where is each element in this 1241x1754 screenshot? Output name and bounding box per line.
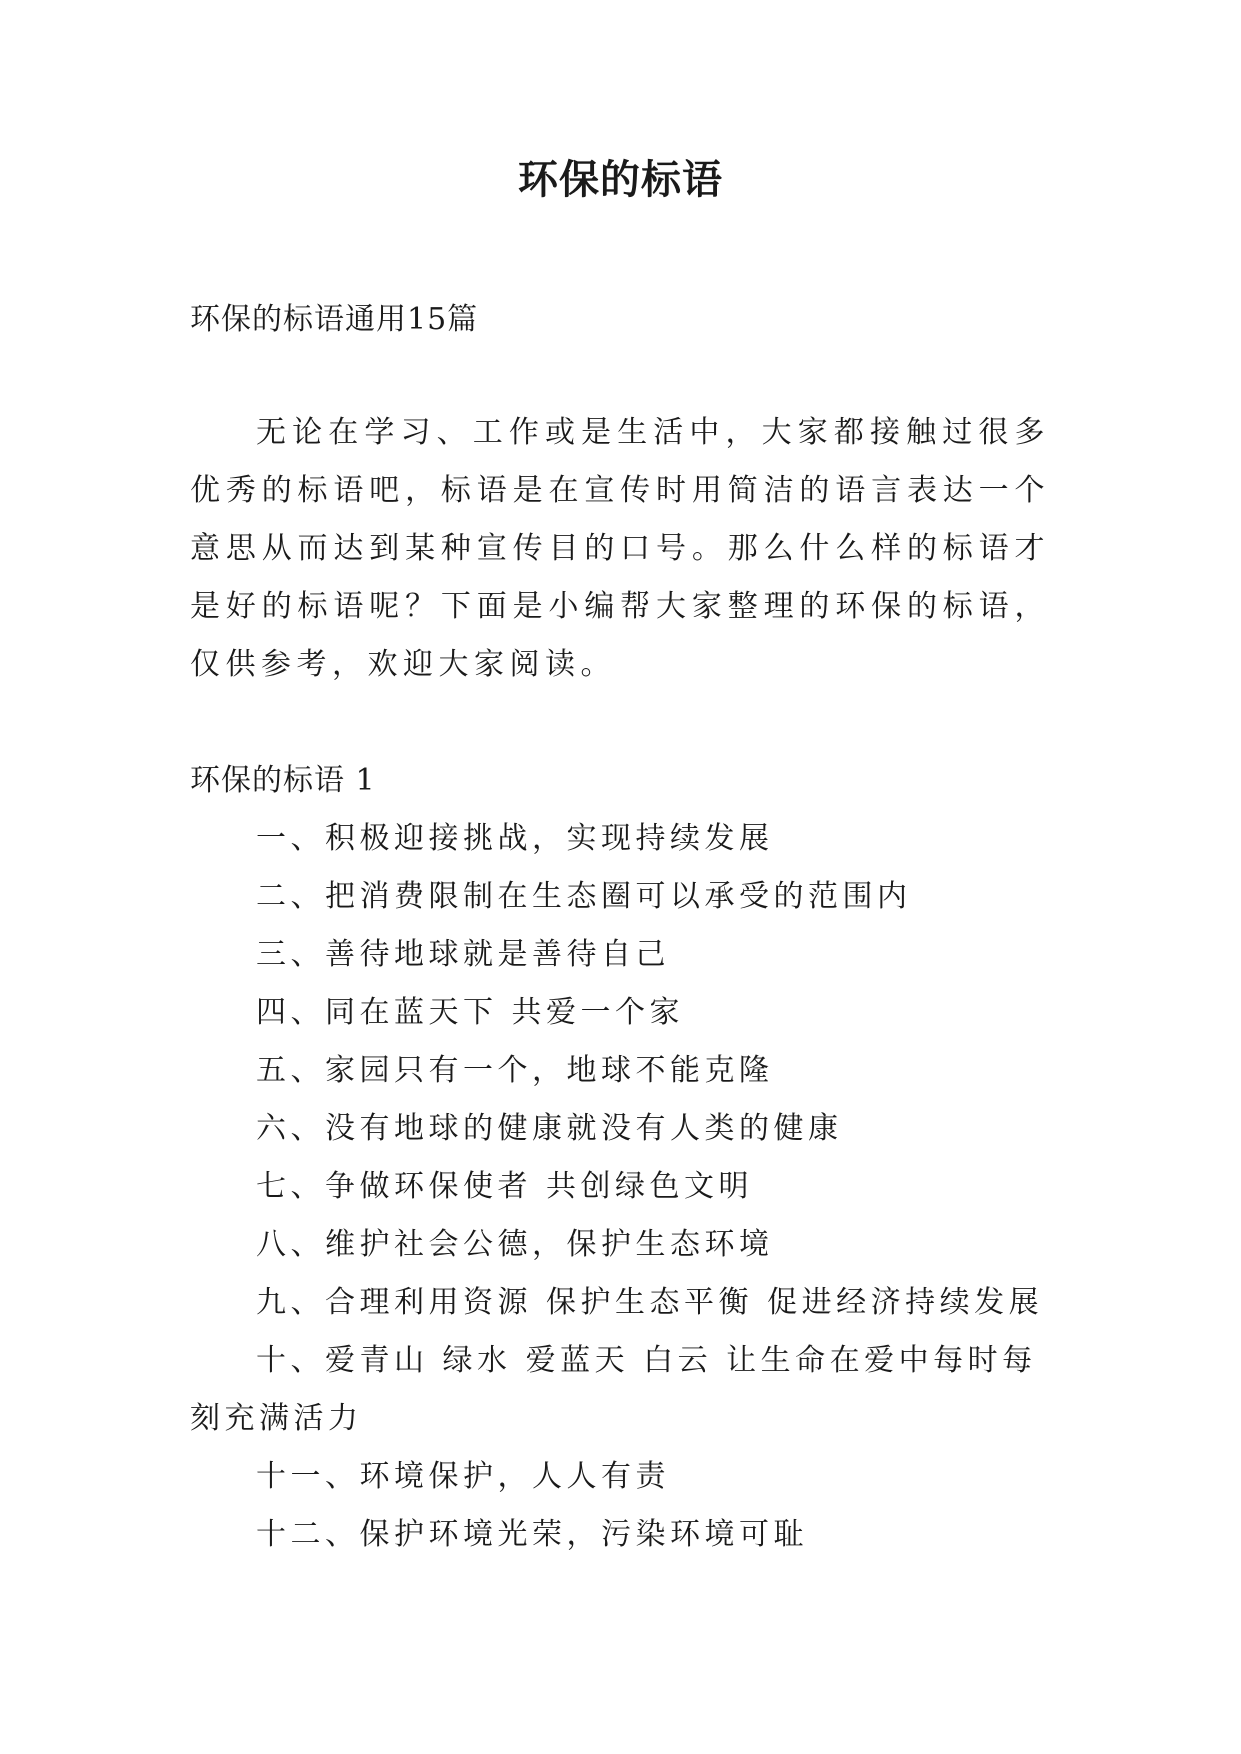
slogan-item: 六、没有地球的健康就没有人类的健康 [256, 1111, 843, 1146]
document-title: 环保的标语 [518, 157, 723, 203]
document-subtitle: 环保的标语通用15篇 [190, 302, 479, 337]
section-heading: 环保的标语 1 [190, 763, 376, 798]
slogan-item: 十一、环境保护，人人有责 [256, 1459, 670, 1494]
slogan-item: 十、爱青山 绿水 爱蓝天 白云 让生命在爱中每时每刻充满活力 [190, 1343, 1037, 1436]
slogan-item: 二、把消费限制在生态圈可以承受的范围内 [256, 879, 912, 914]
slogan-item: 五、家园只有一个，地球不能克隆 [256, 1053, 774, 1088]
slogan-item: 一、积极迎接挑战，实现持续发展 [256, 821, 774, 856]
slogan-item: 四、同在蓝天下 共爱一个家 [256, 995, 685, 1030]
slogan-item: 九、合理利用资源 保护生态平衡 促进经济持续发展 [256, 1285, 1044, 1320]
intro-paragraph: 无论在学习、工作或是生活中，大家都接触过很多优秀的标语吧，标语是在宣传时用简洁的语言表达一个意思从而达到某种宣传目的口号。那么什么样的标语才是好的标语呢？下面是小编帮大家整理的环保的标语，仅供参考，欢迎大家阅读。 [190, 415, 1050, 682]
slogan-item: 七、争做环保使者 共创绿色文明 [256, 1169, 754, 1204]
slogan-list [190, 810, 1058, 1564]
slogan-item: 八、维护社会公德，保护生态环境 [256, 1227, 774, 1262]
slogan-item: 十二、保护环境光荣，污染环境可耻 [256, 1517, 808, 1552]
slogan-item: 三、善待地球就是善待自己 [256, 937, 670, 972]
